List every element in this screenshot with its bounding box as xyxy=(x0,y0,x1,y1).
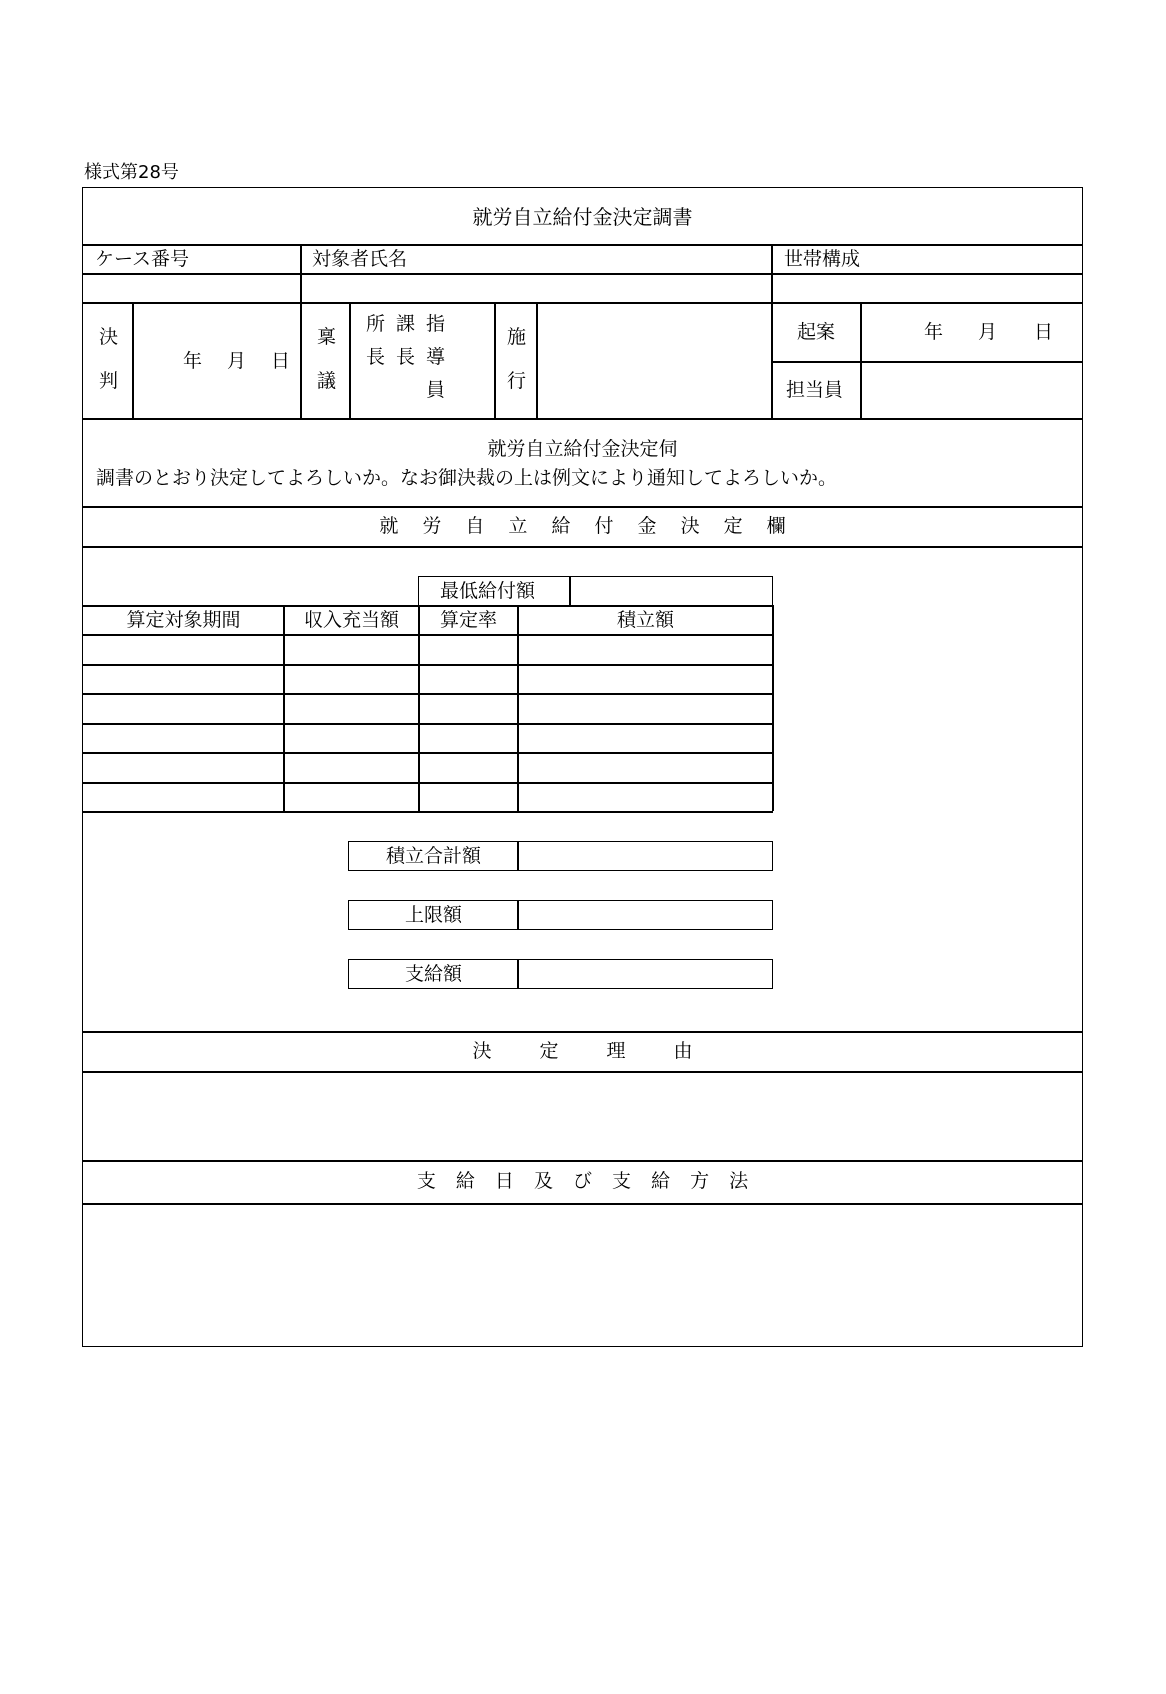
shocho-char-2: 長 xyxy=(366,346,386,368)
min-amount-field[interactable] xyxy=(571,578,771,605)
reason-field[interactable] xyxy=(84,1073,1081,1159)
shidoin-char-1: 指 xyxy=(426,313,446,335)
shidoin-char-3: 員 xyxy=(426,379,446,401)
shiko-char-2: 行 xyxy=(507,370,527,392)
total-label: 積立合計額 xyxy=(385,845,481,867)
payment-label: 支給額 xyxy=(404,963,462,985)
kian-date-month: 月 xyxy=(978,321,998,343)
tanto-label: 担当員 xyxy=(786,379,844,401)
ringi-char-2: 議 xyxy=(317,370,337,392)
approval-date-year: 年 xyxy=(183,350,203,372)
col-accumulation: 積立額 xyxy=(616,609,674,631)
inquiry-heading: 就労自立給付金決定伺 xyxy=(487,438,678,460)
shiko-char-1: 施 xyxy=(507,326,527,348)
household-field[interactable] xyxy=(773,275,1081,301)
kacho-char-1: 課 xyxy=(396,313,416,335)
form-title: 就労自立給付金決定調書 xyxy=(472,205,693,229)
kessai-char-1: 決 xyxy=(99,326,119,348)
reason-heading: 決 定 理 由 xyxy=(472,1040,693,1062)
payment-method-field[interactable] xyxy=(84,1205,1081,1345)
decision-section-heading: 就 労 自 立 給 付 金 決 定 欄 xyxy=(379,515,786,537)
col-income: 収入充当額 xyxy=(303,609,399,631)
shocho-char-1: 所 xyxy=(366,313,386,335)
subject-name-field[interactable] xyxy=(302,275,770,301)
approval-date-day: 日 xyxy=(271,350,291,372)
col-rate: 算定率 xyxy=(439,609,497,631)
case-number-field[interactable] xyxy=(84,275,299,301)
min-amount-label: 最低給付額 xyxy=(440,580,536,602)
case-number-label: ケース番号 xyxy=(95,248,190,270)
form-number: 様式第28号 xyxy=(84,162,179,183)
ringi-char-1: 稟 xyxy=(317,326,337,348)
shidoin-char-2: 導 xyxy=(426,346,446,368)
kian-label: 起案 xyxy=(797,321,836,343)
limit-field[interactable] xyxy=(519,902,771,928)
payment-method-heading: 支 給 日 及 び 支 給 方 法 xyxy=(416,1170,749,1192)
inquiry-text: 調書のとおり決定してよろしいか。なお御決裁の上は例文により通知してよろしいか。 xyxy=(96,467,838,489)
household-label: 世帯構成 xyxy=(784,248,861,270)
kian-date-year: 年 xyxy=(924,321,944,343)
subject-name-label: 対象者氏名 xyxy=(312,248,408,270)
approval-date-month: 月 xyxy=(227,350,247,372)
total-field[interactable] xyxy=(519,843,771,869)
kacho-char-2: 長 xyxy=(396,346,416,368)
col-period: 算定対象期間 xyxy=(126,609,241,631)
kian-date-day: 日 xyxy=(1034,321,1054,343)
payment-field[interactable] xyxy=(519,961,771,987)
limit-label: 上限額 xyxy=(404,904,462,926)
kessai-char-2: 判 xyxy=(99,370,119,392)
